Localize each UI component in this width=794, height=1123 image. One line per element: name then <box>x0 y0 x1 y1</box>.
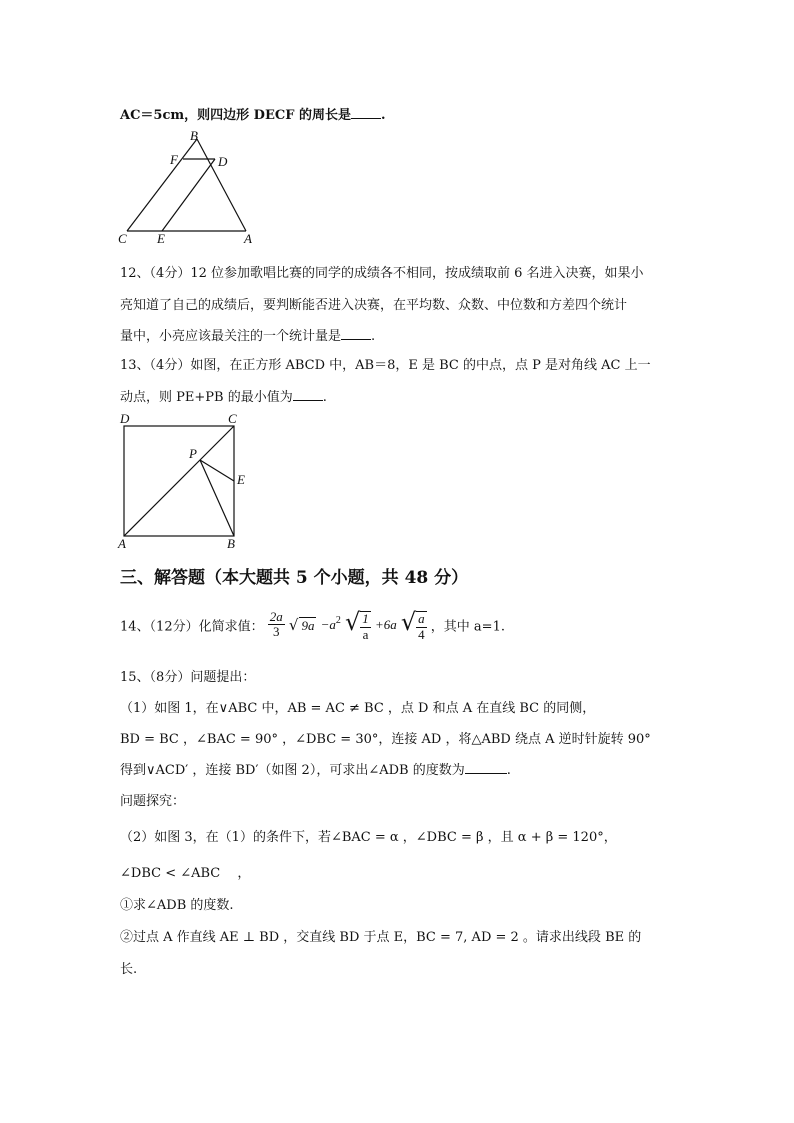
q15-text-1: （1）如图 1，在∨ABC 中，AB = AC ≠ BC ，点 D 和点 A 在直线 BC 的同侧， <box>120 701 596 716</box>
q12-period: . <box>371 329 376 344</box>
frac-den: a <box>362 626 369 642</box>
q15-explore-text: 问题探究： <box>120 794 186 809</box>
answer-blank <box>341 327 371 340</box>
q11-text: AC＝5cm，则四边形 DECF 的周长是 <box>120 108 351 123</box>
frac-num: 2a <box>269 609 283 625</box>
label-C: C <box>228 411 237 426</box>
q15-explore <box>120 790 185 809</box>
label-E: E <box>237 472 245 487</box>
label-P: P <box>189 446 197 461</box>
q15-title-text: 15、（8分）问题提出： <box>120 670 256 685</box>
q12-text-3: 量中，小亮应该最关注的一个统计量是 <box>120 329 342 344</box>
fraction-2a-3 <box>268 610 285 640</box>
answer-blank <box>351 106 381 119</box>
q15-p1 <box>120 697 595 716</box>
answer-blank <box>293 388 323 401</box>
label-D: D <box>218 154 228 169</box>
label-B: B <box>190 128 198 143</box>
radical-1-over-a: √ $\frac{1}{a}$ <box>345 608 369 642</box>
exponent: 2 <box>335 615 341 627</box>
label-F: F <box>170 152 178 167</box>
q11-tail <box>120 104 386 123</box>
label-C: C <box>118 231 127 246</box>
q11-period: . <box>380 108 386 123</box>
frac-num: 1 <box>362 611 369 627</box>
q12-text-2: 亮知道了自己的成绩后，要判断能否进入决赛，在平均数、众数、中位数和方差四个统计 <box>120 298 628 313</box>
q15-p5 <box>120 862 250 881</box>
section-title: 三、解答题（本大题共 5 个小题，共 48 分） <box>120 568 469 588</box>
q15-p6 <box>120 894 234 913</box>
q15-period: . <box>506 763 511 778</box>
q15-text-4: （2）如图 3，在（1）的条件下，若∠BAC = α ，∠DBC = β ，且 α + β = 120°， <box>120 830 617 845</box>
radical-a-over-4: √ $\frac{a}{4}$ <box>400 608 425 642</box>
minus-a: −a <box>320 616 336 632</box>
label-A: A <box>118 536 126 551</box>
q14-line <box>120 608 505 642</box>
q15-text-2: BD = BC ，∠BAC = 90° ，∠DBC = 30°，连接 AD ，将△ABD 绕点 A 逆时针旋转 90° <box>120 732 651 747</box>
q15-text-7: ②过点 A 作直线 AE ⊥ BD ，交直线 BD 于点 E，BC = 7, AD = 2 。请求出线段 BE 的 <box>120 930 642 945</box>
plus-6a: +6a <box>374 616 397 632</box>
radicand-9a: 9a <box>301 617 315 633</box>
q15-p3 <box>120 759 511 778</box>
frac-den: 4 <box>418 626 425 642</box>
label-D: D <box>120 411 130 426</box>
q15-text-5: ∠DBC < ∠ABC ， <box>120 866 251 881</box>
q15-text-6: ①求∠ADB 的度数. <box>120 898 234 913</box>
q12-line2 <box>120 294 627 313</box>
q15-p7 <box>120 926 641 945</box>
q13-text-1: 13、（4分）如图，在正方形 ABCD 中，AB＝8，E 是 BC 的中点，点 P 是对角线 AC 上一 <box>120 358 651 373</box>
label-E: E <box>157 231 165 246</box>
figure-triangle <box>110 128 270 250</box>
q14-suffix: ，其中 a=1. <box>430 619 505 635</box>
frac-den: 3 <box>272 624 280 640</box>
q15-p2 <box>120 728 651 747</box>
figure-square <box>112 410 262 550</box>
q13-text-2: 动点，则 PE+PB 的最小值为 <box>120 390 293 405</box>
answer-blank <box>465 761 507 774</box>
q12-line3 <box>120 325 375 344</box>
label-A: A <box>244 231 252 246</box>
q15-text-8: 长. <box>120 962 138 977</box>
q13-line1 <box>120 354 651 373</box>
q14-text: 14、（12分）化简求值： <box>120 619 264 635</box>
q15-p4 <box>120 826 617 845</box>
q13-line2 <box>120 386 327 405</box>
q15-title <box>120 666 255 685</box>
label-B: B <box>227 536 235 551</box>
frac-num: a <box>418 611 425 627</box>
q15-text-3: 得到∨ACD′ ，连接 BD′（如图 2），可求出∠ADB 的度数为 <box>120 763 465 778</box>
q12-text-1: 12、（4分）12 位参加歌唱比赛的同学的成绩各不相同，按成绩取前 6 名进入决赛，如果小 <box>120 266 644 281</box>
radical-9a: √ 9a <box>288 615 315 634</box>
q12-line1 <box>120 262 644 281</box>
q13-period: . <box>322 390 327 405</box>
q15-p8 <box>120 958 137 977</box>
